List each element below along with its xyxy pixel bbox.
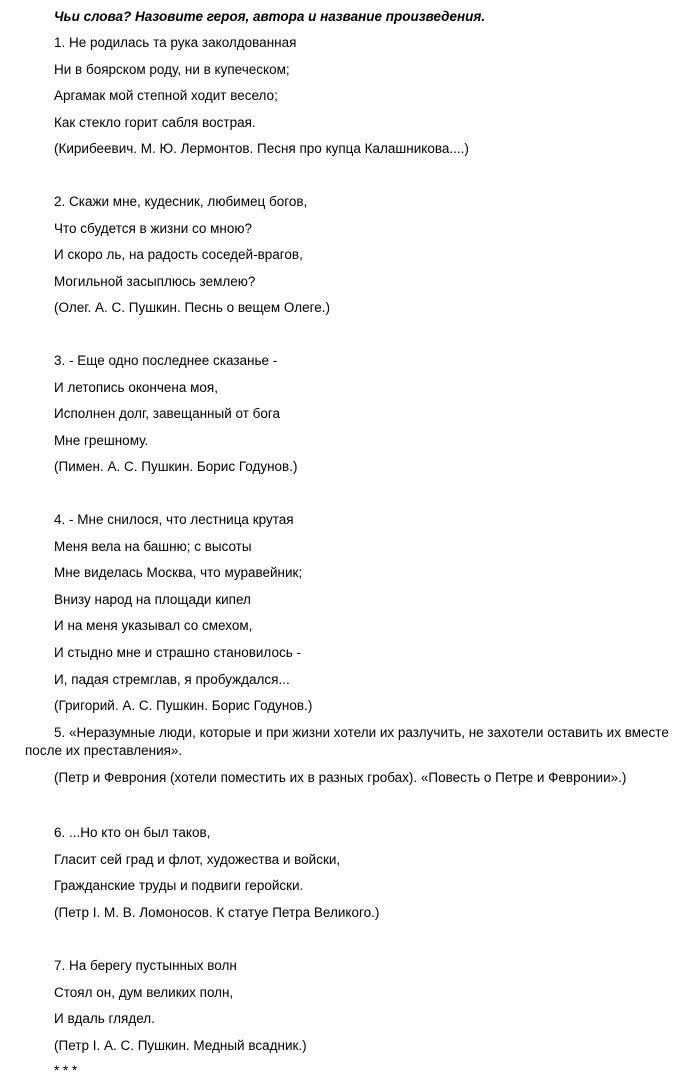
verse-line: 1. Не родилась та рука заколдованная [54, 35, 297, 50]
answer-line: (Петр I. А. С. Пушкин. Медный всадник.) [54, 1037, 307, 1053]
answer-line: (Олег. А. С. Пушкин. Песнь о вещем Олеге.) [54, 300, 331, 316]
question-6 [0, 824, 700, 930]
verse-line: 3. - Еще одно последнее сказанье - [54, 353, 278, 368]
verse-line: 2. Скажи мне, кудесник, любимец богов, [54, 194, 308, 209]
verse-line: Меня вела на башню; с высоты [54, 538, 252, 554]
verse-line: Гласит сей град и флот, художества и войски, [54, 851, 341, 867]
verse-line: 6. ...Но кто он был таков, [54, 825, 211, 840]
verse-line: Исполнен долг, завещанный от бога [54, 406, 281, 422]
verse-line: 4. - Мне снилося, что лестница крутая [54, 512, 294, 527]
question-2 [0, 193, 700, 326]
verse-line: Внизу народ на площади кипел [54, 591, 251, 607]
question-3 [0, 352, 700, 485]
verse-line: Гражданские труды и подвиги геройски. [54, 878, 304, 894]
task-title: Чьи слова? Назовите героя, автора и название произведения. [54, 9, 486, 24]
answer-line: (Петр I. М. В. Ломоносов. К статуе Петра Великого.) [54, 904, 380, 920]
answer-line: (Пимен. А. С. Пушкин. Борис Годунов.) [54, 459, 298, 475]
verse-line: Ни в боярском роду, ни в купеческом; [54, 61, 290, 77]
verse-line: И скоро ль, на радость соседей-врагов, [54, 247, 303, 263]
verse-line: Мне виделась Москва, что муравейник; [54, 565, 303, 581]
verse-line: И на меня указывал со смехом, [54, 618, 253, 634]
verse-line: Что сбудется в жизни со мною? [54, 220, 253, 236]
verse-line: 7. На берегу пустынных волн [54, 958, 237, 973]
answer-line: (Кирибеевич. М. Ю. Лермонтов. Песня про купца Калашникова....) [54, 141, 469, 157]
verse-line: Как стекло горит сабля вострая. [54, 114, 256, 130]
verse-line: Мне грешному. [54, 432, 149, 448]
prose-quote: 5. «Неразумные люди, которые и при жизни хотели их разлучить, не захотели оставить их вместе после их преставления». [25, 725, 669, 758]
verse-line: И летопись окончена моя, [54, 379, 218, 395]
verse-line: Могильной засыплюсь землею? [54, 273, 256, 289]
question-1 [0, 34, 700, 167]
verse-line: Стоял он, дум великих полн, [54, 984, 234, 1000]
question-7 [0, 957, 700, 1063]
verse-line: И стыдно мне и страшно становилось - [54, 644, 301, 660]
verse-line: Аргамак мой степной ходит весело; [54, 88, 278, 104]
answer-line: (Петр и Феврония (хотели поместить их в разных гробах). «Повесть о Петре и Февронии».) [54, 770, 627, 785]
answer-line: (Григорий. А. С. Пушкин. Борис Годунов.) [54, 698, 313, 714]
verse-line: И, падая стремглав, я пробуждался... [54, 671, 290, 687]
question-4 [0, 511, 700, 724]
section-separator: * * * [54, 1063, 78, 1078]
verse-line: И вдаль глядел. [54, 1011, 155, 1027]
question-5 [0, 724, 700, 796]
